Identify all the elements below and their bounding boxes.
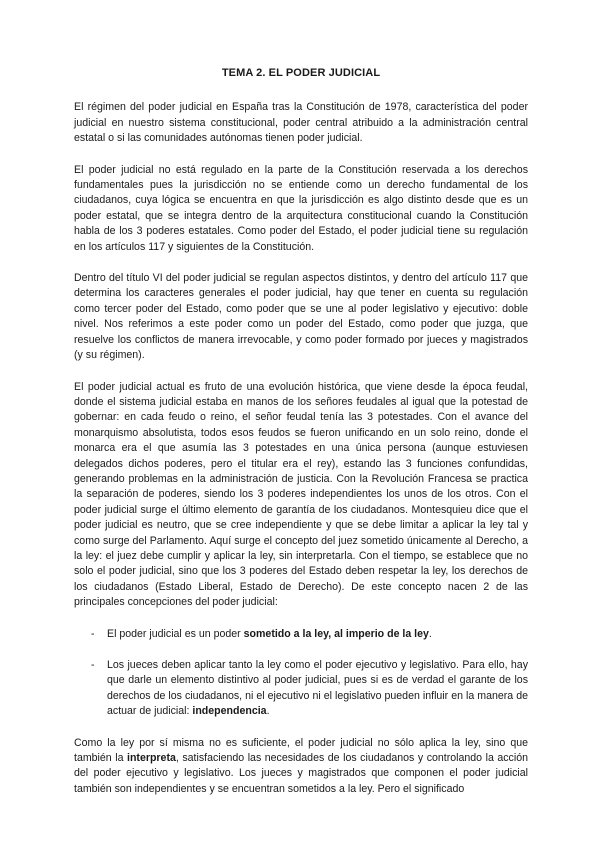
list-dash: - (91, 659, 95, 671)
list-item (74, 658, 528, 720)
document-title: TEMA 2. EL PODER JUDICIAL (221, 67, 381, 79)
list-item (74, 627, 528, 642)
closing-text-end: , satisfaciendo las necesidades de los ciudadanos y controlando la acción del poder ejecutivo y legislativo. Los jueces y magistrados que componen el poder judicial también son independientes y se encuentran sometidos a la ley. Pero el significado (74, 752, 528, 795)
list-item-emphasis: independencia (192, 705, 267, 718)
list-dash: - (91, 627, 95, 640)
closing-emphasis: interpreta (127, 752, 176, 765)
conceptions-list (74, 627, 528, 720)
list-item-text: El poder judicial es un poder (107, 627, 244, 640)
list-item-end: . (428, 627, 432, 640)
closing-text-start: Como la ley por sí misma no es suficiente, el poder judicial no sólo aplica la ley, sino que también la (74, 736, 528, 765)
list-item-text: Los jueces deben aplicar tanto la ley como el poder ejecutivo y legislativo. Para ello, hay que darle un elemento distintivo al poder judicial, pues si es de verdad el garante de los derechos de los ciudadanos, ni el ejecutivo ni el legislativo pueden influir en la manera de actuar de judicial: (107, 659, 528, 718)
list-item-emphasis: sometido a la ley, al imperio de la ley (243, 627, 429, 640)
list-item-end: . (266, 705, 270, 718)
paragraph-intro: El régimen del poder judicial en España tras la Constitución de 1978, característica del poder judicial en nuestro sistema constitucional, poder central atribuido a la administración central estatal o si las comunidades autónomas tienen poder judicial. (74, 101, 528, 145)
paragraph-history: El poder judicial actual es fruto de una evolución histórica, que viene desde la época feudal, donde el sistema judicial estaba en manos de los señores feudales al igual que la potestad de gobernar: en cada feudo o reino, el señor feudal tenía las 3 potestades. Con el avance del monarquismo absolutista, todos esos feudos se fueron unificando en un solo reino, donde el monarca era el que asumía las 3 potestades en una única persona (aunque estuviesen delegados dichos poderes, pero el titular era el rey), estando las 3 funciones confundidas, generando problemas en la administración de justicia. Con la Revolución Francesa se practica la separación de poderes, siendo los 3 poderes independientes los unos de los otros. Con el poder judicial surge el último elemento de garantía de los ciudadanos. Montesquieu dice que el poder judicial es neutro, que se cree independiente y que se debe limitar a aplicar la ley tal y como surge del Parlamento. Aquí surge el concepto del juez sometido únicamente al Derecho, a la ley: el juez debe cumplir y aplicar la ley, sin interpretarla. Con el tiempo, se establece que no solo el poder judicial, sino que los 3 poderes del Estado deben respetar la ley, los derechos de los ciudadanos (Estado Liberal, Estado de Derecho). De este concepto nacen 2 de las principales concepciones del poder judicial: (74, 380, 528, 609)
paragraph-closing (74, 736, 528, 798)
paragraph-regulation: El poder judicial no está regulado en la parte de la Constitución reservada a los derechos fundamentales pues la jurisdicción no se entiende como un derecho fundamental de los ciudadanos, cuya lógica se encuentra en que la jurisdicción es algo distinto desde que es un poder estatal, que se integra dentro de la arquitectura constitucional cuando la Constitución habla de los 3 poderes estatales. Como poder del Estado, el poder judicial tiene su regulación en los artículos 117 y siguientes de la Constitución. (74, 163, 528, 253)
paragraph-title-vi: Dentro del título VI del poder judicial se regulan aspectos distintos, y dentro del artículo 117 que determina los caracteres generales el poder judicial, hay que tener en cuenta su regulación como tercer poder del Estado, como poder que se une al poder legislativo y ejecutivo: doble nivel. Nos referimos a este poder como un poder del Estado, como poder que juzga, que resuelve los conflictos de manera irrevocable, y como poder formado por jueces y magistrados (y su régimen). (74, 272, 528, 362)
